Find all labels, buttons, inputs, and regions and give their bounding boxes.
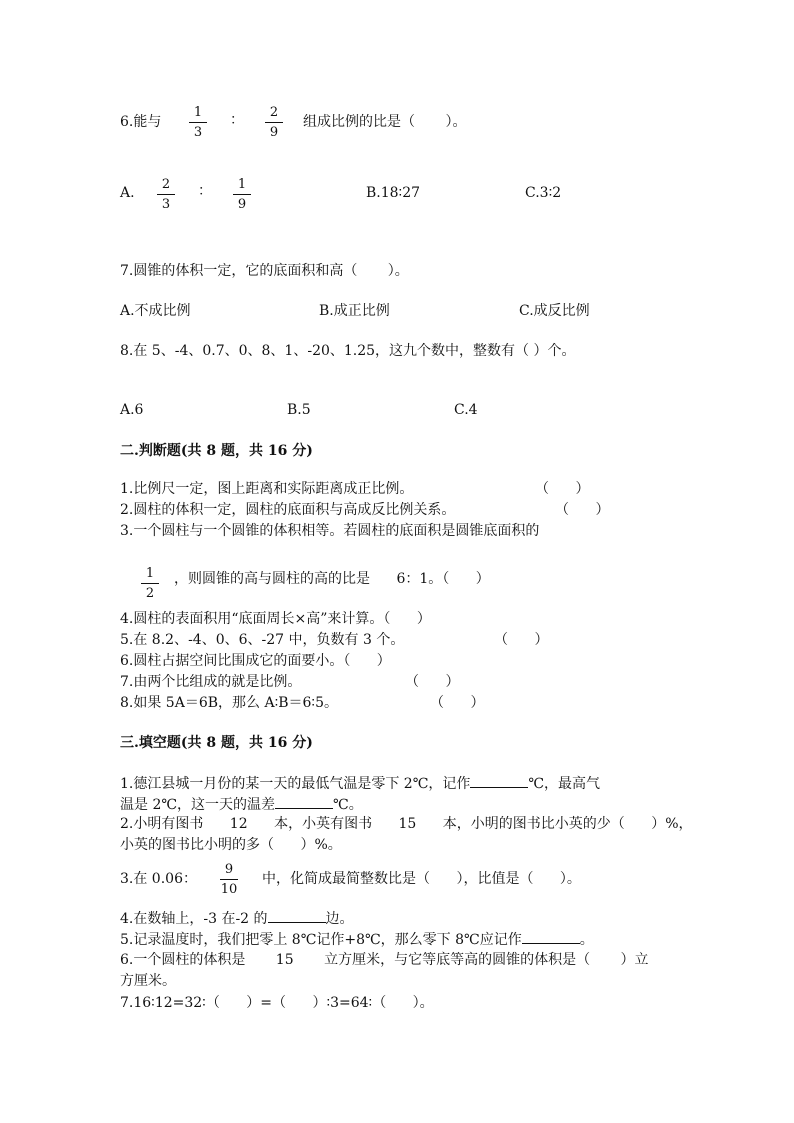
- q6-fraction-2: [263, 105, 285, 140]
- fill-item-1-line-1: [120, 773, 600, 794]
- fill-q4-text-b: 边。: [325, 911, 354, 927]
- q6-prefix: 6.能与: [120, 114, 162, 130]
- judge-item-1-paren: （ ）: [535, 481, 590, 497]
- judge-item-5-paren: （ ）: [494, 632, 549, 648]
- q6-option-b: B.18∶27: [366, 185, 421, 201]
- judge-item-8: 8.如果 5A＝6B，那么 A∶B＝6∶5。: [120, 695, 338, 711]
- answer-blank[interactable]: [268, 908, 326, 923]
- fraction-bar: [141, 583, 159, 584]
- judge-item-1: 1.比例尺一定，图上距离和实际距离成正比例。: [120, 481, 414, 497]
- fill-section-title: 三.填空题(共 8 题，共 16 分): [120, 735, 313, 751]
- q7-text: 7.圆锥的体积一定，它的底面积和高（ ）。: [120, 263, 409, 279]
- q6-fraction-1: [187, 105, 209, 140]
- q6-f1-num: 1: [193, 105, 203, 120]
- fraction-bar: [157, 194, 175, 195]
- judge-item-2-paren: （ ）: [555, 502, 610, 518]
- fill-q1-text-b: ℃，最高气: [528, 776, 601, 792]
- judge-q3-den: 2: [145, 586, 155, 601]
- judge-item-7-paren: （ ）: [405, 674, 460, 690]
- fill-q5-text-b: 。: [579, 932, 594, 948]
- q8-option-c: C.4: [454, 402, 478, 418]
- q6-option-a-fraction-2: [231, 177, 253, 212]
- q6-f1-den: 3: [193, 125, 203, 140]
- fill-q1-text-a: 1.德江县城一月份的某一天的最低气温是零下 2℃，记作: [120, 776, 471, 792]
- fraction-bar: [265, 122, 283, 123]
- fill-q3-num: 9: [224, 862, 234, 877]
- fraction-bar: [189, 122, 207, 123]
- fill-q3-den: 10: [220, 882, 238, 897]
- q6-option-a-fraction-1: [155, 177, 177, 212]
- q7-option-c: C.成反比例: [519, 303, 590, 319]
- fill-item-6-line-2: 方厘米。: [120, 973, 176, 989]
- fill-q4-text-a: 4.在数轴上，-3 在-2 的: [120, 911, 268, 927]
- fill-item-7: 7.16∶12=32∶（ ）=（ ）∶3=64∶（ ）。: [120, 995, 434, 1011]
- fill-item-3-fraction: [218, 862, 240, 897]
- q6-f2-num: 2: [269, 105, 279, 120]
- fill-item-2-line-2: 小英的图书比小明的多（ ）%。: [120, 837, 342, 853]
- judge-q3-num: 1: [145, 566, 155, 581]
- judge-item-8-paren: （ ）: [430, 695, 485, 711]
- fill-item-6-line-1: 6.一个圆柱的体积是 15 立方厘米，与它等底等高的圆锥的体积是（ ）立: [120, 952, 649, 968]
- judge-item-4: 4.圆柱的表面积用“底面周长×高”来计算。（ ）: [120, 611, 431, 627]
- judge-item-5: 5.在 8.2、-4、0、6、-27 中，负数有 3 个。: [120, 632, 405, 648]
- q6-option-c: C.3∶2: [525, 185, 562, 201]
- q6-optA-f1-den: 3: [161, 197, 171, 212]
- q6-optA-f1-num: 2: [161, 177, 171, 192]
- q6-f2-den: 9: [269, 125, 279, 140]
- q6-optA-f2-den: 9: [237, 197, 247, 212]
- judge-item-3: 3.一个圆柱与一个圆锥的体积相等。若圆柱的底面积是圆锥底面积的: [120, 523, 540, 539]
- answer-blank[interactable]: [275, 794, 333, 809]
- q8-option-b: B.5: [287, 402, 311, 418]
- fraction-bar: [233, 194, 251, 195]
- q7-option-b: B.成正比例: [319, 303, 390, 319]
- fill-q1-text-d: ℃。: [333, 797, 363, 813]
- answer-blank[interactable]: [470, 773, 528, 788]
- fill-item-4: [120, 908, 354, 929]
- judge-item-2: 2.圆柱的体积一定，圆柱的底面积与高成反比例关系。: [120, 502, 456, 518]
- fraction-bar: [220, 879, 238, 880]
- judge-item-3-fraction: [139, 566, 161, 601]
- q8-text: 8.在 5、-4、0.7、0、8、1、-20、1.25，这九个数中，整数有（ ）个。: [120, 343, 576, 359]
- fill-q5-text-a: 5.记录温度时，我们把零上 8℃记作+8℃，那么零下 8℃应记作: [120, 932, 522, 948]
- answer-blank[interactable]: [522, 929, 580, 944]
- q7-option-a: A.不成比例: [120, 303, 191, 319]
- judge-section-title: 二.判断题(共 8 题，共 16 分): [120, 443, 313, 459]
- fill-item-2-line-1: 2.小明有图书 12 本，小英有图书 15 本，小明的图书比小英的少（ ）%，: [120, 816, 693, 832]
- judge-item-6: 6.圆柱占据空间比围成它的面要小。（ ）: [120, 653, 391, 669]
- q6-colon: ：: [230, 112, 244, 128]
- q8-option-a: A.6: [120, 402, 144, 418]
- q6-optA-f2-num: 1: [237, 177, 247, 192]
- fill-q1-text-c: 温是 2℃，这一天的温差: [120, 797, 276, 813]
- q6-option-a-label: A.: [120, 185, 135, 201]
- q6-suffix: 组成比例的比是（ ）。: [303, 114, 467, 130]
- fill-item-3-prefix: 3.在 0.06：: [120, 871, 197, 887]
- fill-item-3-suffix: 中，化简成最简整数比是（ ），比值是（ ）。: [262, 871, 581, 887]
- q6-option-a-colon: ：: [198, 183, 212, 199]
- fill-item-1-line-2: [120, 794, 363, 815]
- judge-item-3-cont: ，则圆锥的高与圆柱的高的比是 6：1。（ ）: [174, 571, 490, 587]
- judge-item-7: 7.由两个比组成的就是比例。: [120, 674, 302, 690]
- fill-item-5: [120, 929, 594, 950]
